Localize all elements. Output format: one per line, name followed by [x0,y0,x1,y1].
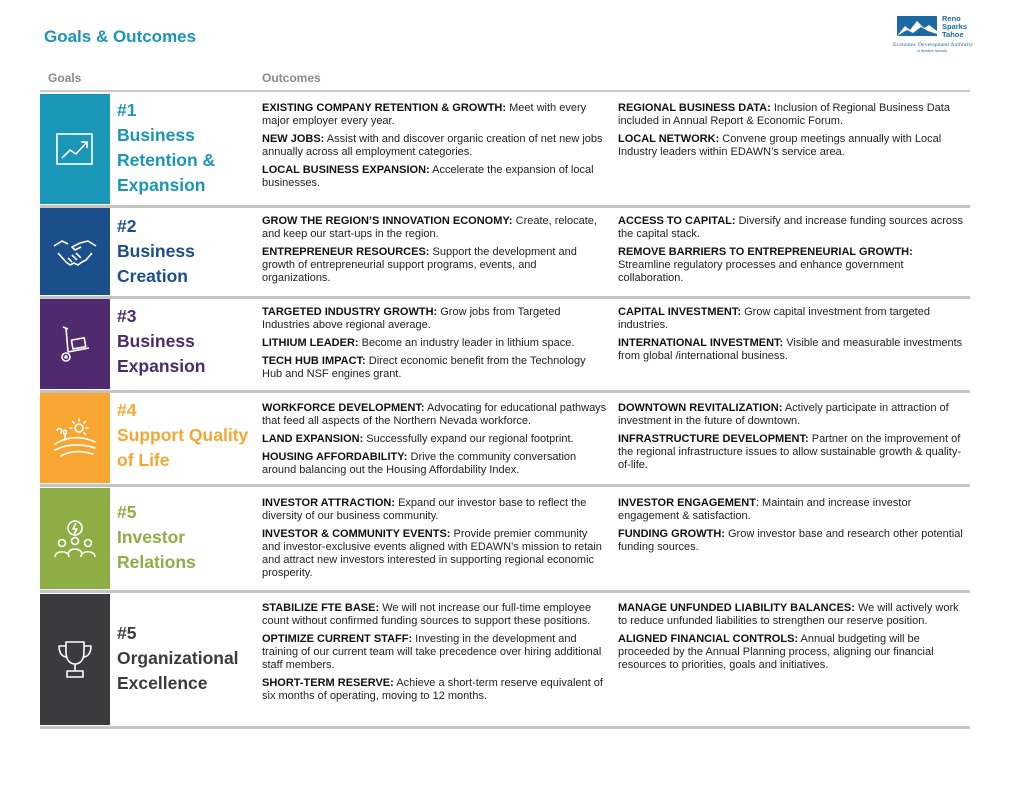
outcome-text: Investing in the development and training of our current team will take precedence over hiring additional staff members. [262,633,602,671]
outcome-text: Actively participate in attraction of investment in the future of downtown. [618,402,949,427]
outcome-text: Create, relocate, and keep our start-ups in the region. [262,215,597,240]
outcome-label: LAND EXPANSION: [262,433,364,445]
outcome-label: ENTREPRENEUR RESOURCES: [262,246,430,258]
outcome-text: Grow jobs from Targeted Industries above regional average. [262,306,561,331]
outcome-item [262,451,608,477]
goal-title [117,621,239,696]
goal-title [117,398,248,473]
row-divider [40,726,970,729]
goal-title-line: Creation [117,266,188,286]
outcome-label: NEW JOBS: [262,133,325,145]
goal-title-line: of Life [117,450,170,470]
goal-title-line: Investor [117,527,186,547]
outcome-text: Inclusion of Regional Business Data included in Annual Report & Economic Forum. [618,102,950,127]
outcome-label: ALIGNED FINANCIAL CONTROLS: [618,633,799,645]
outcome-text: Expand our investor base to reflect the diversity of our business community. [262,497,587,522]
goal-row-2 [40,208,970,295]
outcome-text: Advocating for educational pathways that feed all aspects of the Northern Nevada workforce. [262,402,607,427]
goal-title-line: Expansion [117,356,206,376]
goal-title-line: Retention & [117,150,216,170]
outcome-item [262,433,608,446]
outcome-item [262,306,608,332]
logo-subtitle: Economic Development Authority [893,42,974,48]
outcome-text: Convene group meetings annually with Local Industry leaders within EDAWN’s service area. [618,133,942,158]
goal-number: #1 [117,100,137,120]
outcome-item [262,633,608,672]
outcome-item [618,497,968,523]
outcome-text: Provide premier community and investor-exclusive events aligned with EDAWN’s mission to retain and attract new investors interested in supporting regional economic prosperity. [262,528,602,579]
goal-title [117,304,206,379]
outcome-item [618,402,968,428]
outcome-item [618,433,968,472]
outcomes-column-header: Outcomes [262,71,321,85]
outcome-label: INVESTOR ENGAGEMENT [618,497,756,509]
goal-number: #2 [117,216,137,236]
handshake-icon [40,208,110,295]
outcomes-column-left [262,215,608,290]
investor-group-icon [40,488,110,589]
outcomes-column-right [618,497,968,559]
outcome-text: : Maintain and increase investor engagement & satisfaction. [618,497,912,522]
goal-row-1 [40,94,970,204]
outcome-text: Successfully expand our regional footprint. [363,433,574,445]
goal-row-4 [40,393,970,483]
goal-title-line: Support Quality [117,425,249,445]
sun-landscape-icon [40,393,110,483]
goal-title-line: Expansion [117,175,206,195]
outcomes-column-right [618,102,968,164]
outcome-label: EXISTING COMPANY RETENTION & GROWTH: [262,102,507,114]
outcome-item [262,102,608,128]
goal-title-line: Relations [117,552,196,572]
trophy-icon [40,594,110,725]
goal-row-5 [40,488,970,589]
goals-column-header: Goals [48,71,82,85]
outcome-item [618,633,968,672]
outcome-label: REGIONAL BUSINESS DATA: [618,102,771,114]
outcome-label: WORKFORCE DEVELOPMENT: [262,402,425,414]
outcome-item [618,102,968,128]
edawn-logo [893,14,979,54]
outcome-label: DOWNTOWN REVITALIZATION: [618,402,783,414]
hand-truck-icon [40,299,110,389]
goal-row-3 [40,299,970,389]
outcome-text: Annual budgeting will be proceeded by the Annual Planning process, aligning our financial resources to priorities, goals and initiatives. [618,633,934,671]
row-divider [40,590,970,593]
logo-tagline: of Western Nevada [917,49,947,53]
outcome-text: Become an industry leader in lithium space. [358,337,575,349]
outcome-label: LITHIUM LEADER: [262,337,359,349]
goal-number: #3 [117,306,137,326]
outcomes-column-right [618,215,968,290]
outcomes-column-right [618,602,968,677]
outcome-text: Direct economic benefit from the Technology Hub and NSF engines grant. [262,355,586,380]
outcome-label: INVESTOR & COMMUNITY EVENTS: [262,528,451,540]
outcome-text: Achieve a short-term reserve equivalent of six months of operating, moving to 12 months. [262,677,603,702]
outcome-item [262,133,608,159]
logo-line: Sparks [942,22,968,31]
goal-title-line: Organizational [117,648,239,668]
outcome-label: STABILIZE FTE BASE: [262,602,380,614]
outcome-text: Accelerate the expansion of local businesses. [262,164,594,189]
outcome-item [262,497,608,523]
outcome-item [618,306,968,332]
outcomes-column-left [262,602,608,708]
goal-title [117,500,196,575]
outcome-label: CAPITAL INVESTMENT: [618,306,742,318]
outcome-text: Meet with every major employer every year. [262,102,587,127]
outcome-label: ACCESS TO CAPITAL: [618,215,736,227]
outcome-item [618,246,968,285]
logo-line: Reno [942,14,961,23]
outcome-label: TECH HUB IMPACT: [262,355,366,367]
outcome-item [618,215,968,241]
outcome-label: LOCAL NETWORK: [618,133,720,145]
outcome-label: LOCAL BUSINESS EXPANSION: [262,164,430,176]
goal-title-line: Excellence [117,673,208,693]
outcome-text: Support the development and growth of entrepreneurial support programs, events, and organizations. [262,246,577,284]
outcome-text: We will not increase our full-time employee count without confirmed funding sources to support these positions. [262,602,592,627]
outcome-label: GROW THE REGION’S INNOVATION ECONOMY: [262,215,513,227]
growth-chart-icon [40,94,110,204]
outcome-text: Diversify and increase funding sources across the capital stack. [618,215,963,240]
logo-wordmark [942,15,967,39]
header-divider [40,90,970,92]
outcome-text: We will actively work to reduce unfunded liabilities to strengthen our reserve position. [618,602,959,627]
outcome-item [262,355,608,381]
goal-title-line: Business [117,125,195,145]
outcome-item [262,402,608,428]
goal-title [117,98,215,198]
goal-number: #5 [117,502,137,522]
outcome-item [262,246,608,285]
goal-row-6 [40,594,970,725]
outcome-item [262,528,608,580]
outcome-label: OPTIMIZE CURRENT STAFF: [262,633,413,645]
outcome-text: Visible and measurable investments from global /international business. [618,337,963,362]
outcome-label: INFRASTRUCTURE DEVELOPMENT: [618,433,809,445]
outcome-item [618,602,968,628]
outcome-item [262,215,608,241]
outcome-label: MANAGE UNFUNDED LIABILITY BALANCES: [618,602,855,614]
outcome-label: HOUSING AFFORDABILITY: [262,451,408,463]
outcome-text: Grow investor base and research other potential funding sources. [618,528,963,553]
mountain-logo-icon [897,16,937,36]
row-divider [40,484,970,487]
outcome-text: Streamline regulatory processes and enhance government collaboration. [618,259,904,284]
outcome-item [262,602,608,628]
outcome-label: TARGETED INDUSTRY GROWTH: [262,306,438,318]
outcomes-column-left [262,306,608,386]
outcome-item [262,164,608,190]
outcomes-column-right [618,306,968,368]
goal-title [117,214,195,289]
outcome-text: Assist with and discover organic creation of net new jobs annually across all employment categories. [262,133,603,158]
outcomes-column-left [262,402,608,482]
outcome-label: INTERNATIONAL INVESTMENT: [618,337,784,349]
goal-number: #4 [117,400,137,420]
outcomes-column-left [262,497,608,585]
goal-title-line: Business [117,241,195,261]
outcome-label: SHORT-TERM RESERVE: [262,677,394,689]
outcome-label: FUNDING GROWTH: [618,528,725,540]
logo-line: Tahoe [942,30,964,39]
outcome-item [262,677,608,703]
outcome-text: Grow capital investment from targeted industries. [618,306,930,331]
outcome-text: Partner on the improvement of the regional infrastructure issues to allow sustainable growth & quality-of-life. [618,433,962,471]
outcome-label: REMOVE BARRIERS TO ENTREPRENEURIAL GROWTH: [618,246,913,258]
outcome-item [618,337,968,363]
outcome-text: Drive the community conversation around balancing out the Housing Affordability Index. [262,451,577,476]
outcomes-column-left [262,102,608,195]
outcome-item [618,133,968,159]
outcome-item [262,337,608,350]
goal-number: #5 [117,623,137,643]
outcomes-column-right [618,402,968,477]
outcome-item [618,528,968,554]
goal-title-line: Business [117,331,195,351]
page-title: Goals & Outcomes [44,27,197,46]
outcome-label: INVESTOR ATTRACTION: [262,497,396,509]
